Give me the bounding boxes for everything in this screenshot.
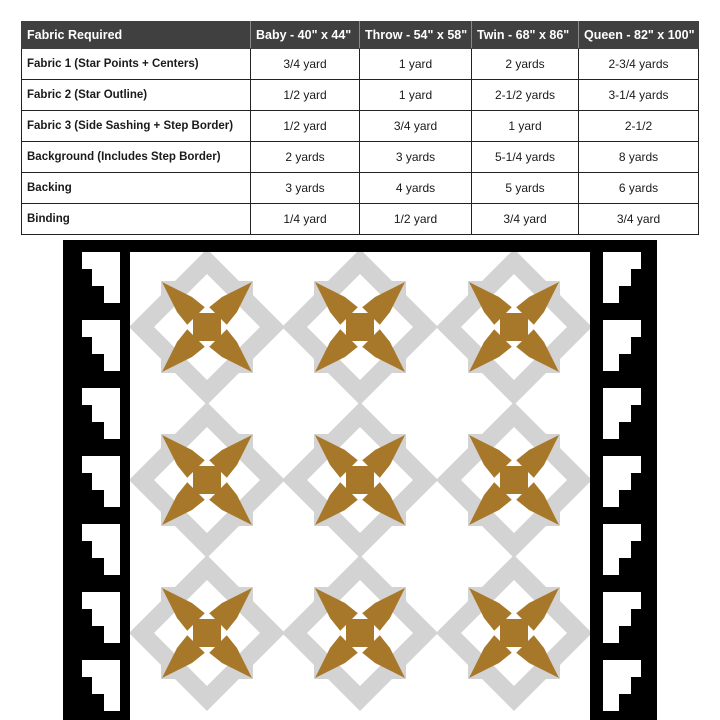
step-block [603, 575, 651, 592]
step-block [603, 303, 651, 320]
star-center-square [193, 466, 221, 494]
step-block [641, 456, 651, 473]
step-block [603, 371, 651, 388]
step-block [619, 558, 651, 575]
step-block [631, 337, 651, 354]
step-block [72, 371, 120, 388]
star-center-square [500, 619, 528, 647]
amount-cell: 2 yards [472, 49, 579, 80]
amount-cell: 3/4 yard [472, 204, 579, 235]
step-block [72, 286, 104, 303]
amount-cell: 2-1/2 yards [472, 80, 579, 111]
amount-cell: 4 yards [360, 173, 472, 204]
amount-cell: 5 yards [472, 173, 579, 204]
amount-cell: 2-1/2 [579, 111, 699, 142]
step-block [603, 643, 651, 660]
step-block [72, 269, 92, 286]
step-block [72, 609, 92, 626]
step-block [72, 456, 82, 473]
star-blocks [129, 249, 592, 711]
step-block [603, 507, 651, 524]
step-block [72, 558, 104, 575]
amount-cell: 1/2 yard [360, 204, 472, 235]
step-block [603, 439, 651, 456]
star-center-square [500, 466, 528, 494]
star-center-square [346, 619, 374, 647]
step-block [72, 490, 104, 507]
header-fabric-required: Fabric Required [22, 22, 251, 49]
amount-cell: 3 yards [251, 173, 360, 204]
step-block [72, 439, 120, 456]
amount-cell: 3/4 yard [360, 111, 472, 142]
step-block [72, 660, 82, 677]
amount-cell: 1/4 yard [251, 204, 360, 235]
step-block [619, 422, 651, 439]
step-block [72, 473, 92, 490]
star-center-square [193, 313, 221, 341]
amount-cell: 1 yard [472, 111, 579, 142]
amount-cell: 8 yards [579, 142, 699, 173]
step-block [72, 677, 92, 694]
fabric-name-cell: Backing [22, 173, 251, 204]
amount-cell: 2 yards [251, 142, 360, 173]
step-block [631, 677, 651, 694]
step-block [641, 320, 651, 337]
step-block [619, 286, 651, 303]
amount-cell: 3-1/4 yards [579, 80, 699, 111]
step-block [631, 405, 651, 422]
step-block [72, 592, 82, 609]
amount-cell: 3/4 yard [251, 49, 360, 80]
step-block [72, 507, 120, 524]
step-block [72, 354, 104, 371]
step-block [72, 388, 82, 405]
step-block [72, 405, 92, 422]
step-block [603, 711, 651, 720]
header-throw: Throw - 54" x 58" [360, 22, 472, 49]
step-block [72, 320, 82, 337]
step-block [72, 711, 120, 720]
step-block [641, 388, 651, 405]
fabric-name-cell: Fabric 2 (Star Outline) [22, 80, 251, 111]
step-block [72, 422, 104, 439]
amount-cell: 2-3/4 yards [579, 49, 699, 80]
step-block [72, 337, 92, 354]
amount-cell: 5-1/4 yards [472, 142, 579, 173]
step-block [631, 541, 651, 558]
fabric-name-cell: Fabric 3 (Side Sashing + Step Border) [22, 111, 251, 142]
star-center-square [500, 313, 528, 341]
step-block [72, 252, 82, 269]
step-block [72, 694, 104, 711]
header-queen: Queen - 82" x 100" [579, 22, 699, 49]
star-center-square [193, 619, 221, 647]
step-block [72, 303, 120, 320]
step-block [631, 473, 651, 490]
fabric-name-cell: Fabric 1 (Star Points + Centers) [22, 49, 251, 80]
header-baby: Baby - 40" x 44" [251, 22, 360, 49]
header-twin: Twin - 68" x 86" [472, 22, 579, 49]
step-block [72, 575, 120, 592]
amount-cell: 1 yard [360, 80, 472, 111]
step-block [641, 592, 651, 609]
amount-cell: 1 yard [360, 49, 472, 80]
step-block [619, 490, 651, 507]
step-block [72, 643, 120, 660]
fabric-name-cell: Background (Includes Step Border) [22, 142, 251, 173]
step-block [619, 694, 651, 711]
step-block [72, 626, 104, 643]
step-block [619, 354, 651, 371]
step-block [631, 269, 651, 286]
star-center-square [346, 466, 374, 494]
amount-cell: 6 yards [579, 173, 699, 204]
step-block [631, 609, 651, 626]
step-block [72, 524, 82, 541]
amount-cell: 3 yards [360, 142, 472, 173]
star-center-square [346, 313, 374, 341]
step-block [641, 524, 651, 541]
fabric-name-cell: Binding [22, 204, 251, 235]
step-block [641, 252, 651, 269]
step-block [641, 660, 651, 677]
step-block [619, 626, 651, 643]
amount-cell: 3/4 yard [579, 204, 699, 235]
step-block [72, 541, 92, 558]
amount-cell: 1/2 yard [251, 80, 360, 111]
amount-cell: 1/2 yard [251, 111, 360, 142]
